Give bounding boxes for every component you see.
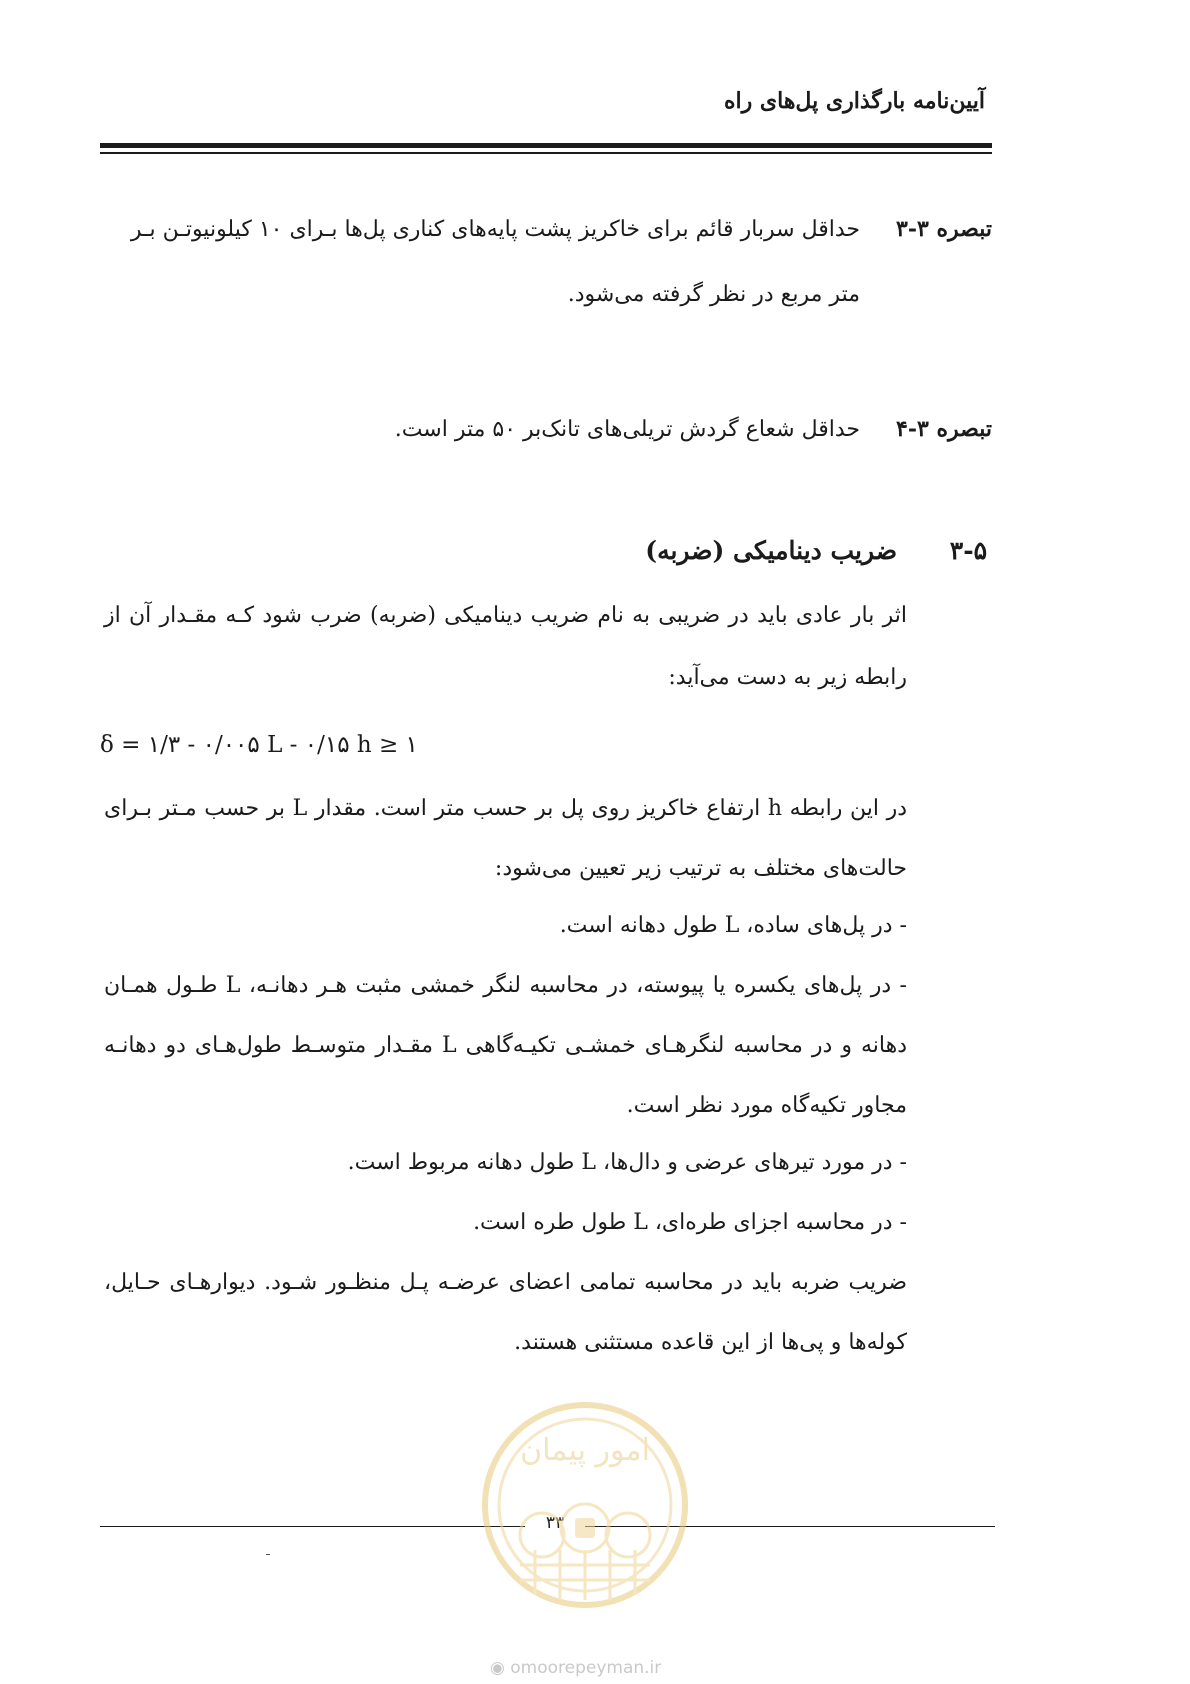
header-rule-thick xyxy=(100,143,992,148)
bullet-continuous-line-2: دهانه و در محاسبه لنگرهـای خمشـی تکیـه‌گاهی L مقـدار متوسـط طول‌هـای دو دهانـه xyxy=(104,1033,908,1058)
note-3-4-text: حداقل شعاع گردش تریلی‌های تانک‌بر ۵۰ متر است. xyxy=(394,417,861,442)
bullet-cross-beams: - در مورد تیرهای عرضی و دال‌ها، L طول دهانه مربوط است. xyxy=(347,1150,907,1175)
definition-line-1: در این رابطه h ارتفاع خاکریز روی پل بر حسب متر است. مقدار L بر حسب مـتر بـرای xyxy=(104,796,908,821)
note-3-3-label: تبصره ۳-۳ xyxy=(896,216,992,242)
note-3-3-line-2: متر مربع در نظر گرفته می‌شود. xyxy=(567,282,860,307)
section-number: ۳-۵ xyxy=(949,536,987,565)
footer-rule-left xyxy=(100,1526,525,1527)
section-heading xyxy=(645,536,987,565)
bullet-continuous-line-3: مجاور تکیه‌گاه مورد نظر است. xyxy=(626,1093,907,1118)
section-title: ضریب دینامیکی (ضربه) xyxy=(645,536,898,565)
note-3-4-line xyxy=(395,418,992,441)
note-3-3-line-1 xyxy=(99,218,992,241)
bullet-cantilever: - در محاسبه اجزای طره‌ای، L طول طره است. xyxy=(473,1210,907,1235)
definition-line-2: حالت‌های مختلف به ترتیب زیر تعیین می‌شود: xyxy=(494,856,907,881)
note-3-3-text-1: حداقل سربار قائم برای خاکریز پشت پایه‌های کناری پل‌ها بـرای ۱۰ کیلونیوتـن بـر xyxy=(130,217,861,242)
svg-text:امور پیمان: امور پیمان xyxy=(520,1433,650,1468)
watermark-url-text: omoorepeyman.ir xyxy=(510,1658,662,1678)
bullet-continuous-line-1: - در پل‌های یکسره یا پیوسته، در محاسبه لنگر خمشی مثبت هـر دهانـه، L طـول همـان xyxy=(104,973,907,998)
stray-mark xyxy=(266,1554,270,1555)
impact-factor-formula: δ = ۱/۳ - ۰/۰۰۵ L - ۰/۱۵ h ≥ ۱ xyxy=(100,732,418,758)
page-number: ۳۳ xyxy=(535,1513,575,1533)
note-3-4-label: تبصره ۳-۴ xyxy=(896,416,992,442)
header-rule-thin xyxy=(100,152,992,154)
intro-line-1: اثر بار عادی باید در ضریبی به نام ضریب دینامیکی (ضربه) ضرب شود کـه مقـدار آن از xyxy=(104,603,907,628)
closing-line-1: ضریب ضربه باید در محاسبه تمامی اعضای عرضـه پـل منظـور شـود. دیوارهـای حـایل، xyxy=(104,1270,907,1295)
bullet-simple-bridges: - در پل‌های ساده، L طول دهانه است. xyxy=(559,913,907,938)
watermark-url: ◉ omoorepeyman.ir xyxy=(490,1658,662,1678)
closing-line-2: کوله‌ها و پی‌ها از این قاعده مستثنی هستند. xyxy=(514,1330,907,1355)
intro-line-2: رابطه زیر به دست می‌آید: xyxy=(668,665,907,690)
running-header: آیین‌نامه بارگذاری پل‌های راه xyxy=(723,88,985,114)
watermark-seal-icon xyxy=(480,1400,690,1610)
